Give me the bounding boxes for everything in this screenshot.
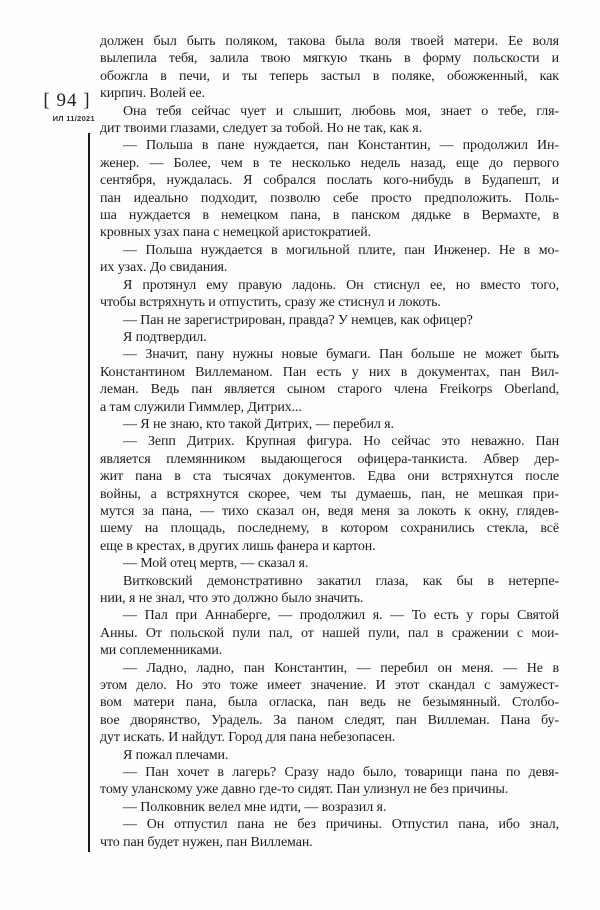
paragraph	[100, 137, 559, 241]
paragraph	[100, 433, 559, 555]
page-number: [ 94 ]	[43, 90, 91, 111]
text-line: тому уланскому уже давно где-то сидят. Пан улизнул не без причины.	[100, 782, 509, 798]
text-line: сентября, нуждалась. Я собрался послать кого-нибудь в Будапешт, и	[100, 173, 559, 189]
text-line: кровных узах пана с немецкой аристократией.	[100, 225, 372, 241]
text-line: что пан будет нужен, пан Виллеман.	[100, 834, 313, 850]
text-line: чтобы встряхнуть и отпустить, сразу же стиснул и локоть.	[100, 295, 441, 311]
text-line: ша нуждается в немецком пана, в панском дядьке в Вермахте, в	[100, 208, 559, 224]
text-line: — Полковник велел мне идти, — возразил я.	[123, 799, 387, 815]
text-line: леман. Ведь пан является сыном старого члена Freikorps Oberland,	[100, 382, 559, 398]
text-line: вое дворянство, Урадель. За паном следят, пан Виллеман. Пана бу-	[100, 712, 559, 728]
journal-issue-label: ИЛ 11/2021	[52, 114, 95, 123]
text-line: жит пана в ста тысячах документов. Едва они встряхнутся после	[100, 469, 559, 485]
text-line: — Он отпустил пана не без причины. Отпустил пана, ибо знал,	[123, 817, 559, 833]
text-column	[100, 33, 559, 851]
paragraph	[100, 277, 559, 312]
paragraph	[100, 816, 559, 851]
text-line: Константином Виллеманом. Пан есть у них в документах, пан Вил-	[100, 364, 559, 380]
paragraph	[100, 747, 559, 764]
paragraph	[100, 329, 559, 346]
text-line: пан идеально подходит, позволю себе просто предположить. Поль-	[100, 190, 559, 206]
paragraph	[100, 764, 559, 799]
margin-rule	[88, 133, 90, 852]
margin-block	[38, 90, 96, 123]
text-line: является племянником выдающегося офицера-танкиста. Абвер дер-	[100, 451, 559, 467]
text-line: еще в крестах, в других лишь фанера и картон.	[100, 538, 376, 554]
text-line: — Мой отец мертв, — сказал я.	[123, 556, 309, 572]
text-line: этом дело. Но это тоже имеет значение. И этот скандал с замужест-	[100, 678, 559, 694]
text-line: Анны. От польской пули пал, от нашей пули, пал в сражении с мои-	[100, 625, 559, 641]
paragraph	[100, 416, 559, 433]
paragraph	[100, 346, 559, 416]
paragraph	[100, 555, 559, 572]
text-line: — Польша нуждается в могильной плите, пан Инженер. Не в мо-	[123, 242, 559, 258]
text-line: шему на площадь, последнему, в котором сохранились стекла, всё	[100, 521, 559, 537]
text-line: должен был быть поляком, такова была воля твоей матери. Ее воля	[100, 34, 559, 49]
text-line: — Пан не зарегистрирован, правда? У немцев, как офицер?	[123, 312, 473, 328]
text-line: — Я не знаю, кто такой Дитрих, — перебил я.	[123, 416, 394, 432]
text-line: дит твоими глазами, следует за тобой. Но не так, как я.	[100, 121, 422, 137]
paragraph	[100, 312, 559, 329]
text-line: — Значит, пану нужны новые бумаги. Пан больше не может быть	[123, 347, 559, 363]
text-line: — Польша в пане нуждается, пан Константин, — продолжил Ин-	[123, 138, 559, 154]
text-line: — Ладно, ладно, пан Константин, — перебил он меня. — Не в	[123, 660, 559, 676]
paragraph	[100, 103, 559, 138]
text-line: женер. — Более, чем в те несколько недель назад, еще до первого	[100, 155, 559, 171]
text-line: обожгла в печи, и ты теперь застыл в поляке, обожженный, как	[100, 68, 559, 84]
text-line: войны, а встряхнутся скорее, чем ты думаешь, пан, не мешкая при-	[100, 486, 559, 502]
text-line: Она тебя сейчас чует и слышит, любовь моя, знает о тебе, гля-	[123, 103, 559, 119]
text-line: — Пал при Аннаберге, — продолжил я. — То есть у горы Святой	[123, 608, 559, 624]
paragraph	[100, 799, 559, 816]
paragraph	[100, 242, 559, 277]
text-line: нии, я не знал, что это должно было значить.	[100, 591, 364, 606]
paragraph	[100, 607, 559, 659]
text-line: Я подтвердил.	[123, 329, 207, 345]
text-line: Я протянул ему правую ладонь. Он стиснул ее, но вместо того,	[123, 277, 559, 293]
text-line: Витковский демонстративно закатил глаза, как бы в нетерпе-	[123, 573, 559, 589]
text-line: вылепила тебя, залила твою мягкую ткань в форму польскости и	[100, 51, 559, 67]
text-line: ми соплеменниками.	[100, 643, 223, 659]
text-line: — Зепп Дитрих. Крупная фигура. Но сейчас это неважно. Пан	[123, 434, 559, 450]
text-line: мутся за пана, — тихо сказал он, ведя меня за локоть к окну, глядев-	[100, 503, 559, 519]
paragraph	[100, 33, 559, 103]
text-line: — Пан хочет в лагерь? Сразу надо было, товарищи пана по девя-	[123, 765, 559, 781]
text-line: а там служили Гиммлер, Дитрих...	[100, 399, 302, 415]
paragraph	[100, 573, 559, 608]
text-line: их узах. До свидания.	[100, 260, 228, 276]
text-line: дут искать. И найдут. Город для пана небезопасен.	[100, 730, 396, 746]
text-line: вом матери пана, была огласка, пан ведь не безымянный. Столбо-	[100, 695, 559, 711]
text-line: Я пожал плечами.	[123, 747, 229, 763]
paragraph	[100, 660, 559, 747]
text-line: кирпич. Волей ее.	[100, 86, 205, 102]
